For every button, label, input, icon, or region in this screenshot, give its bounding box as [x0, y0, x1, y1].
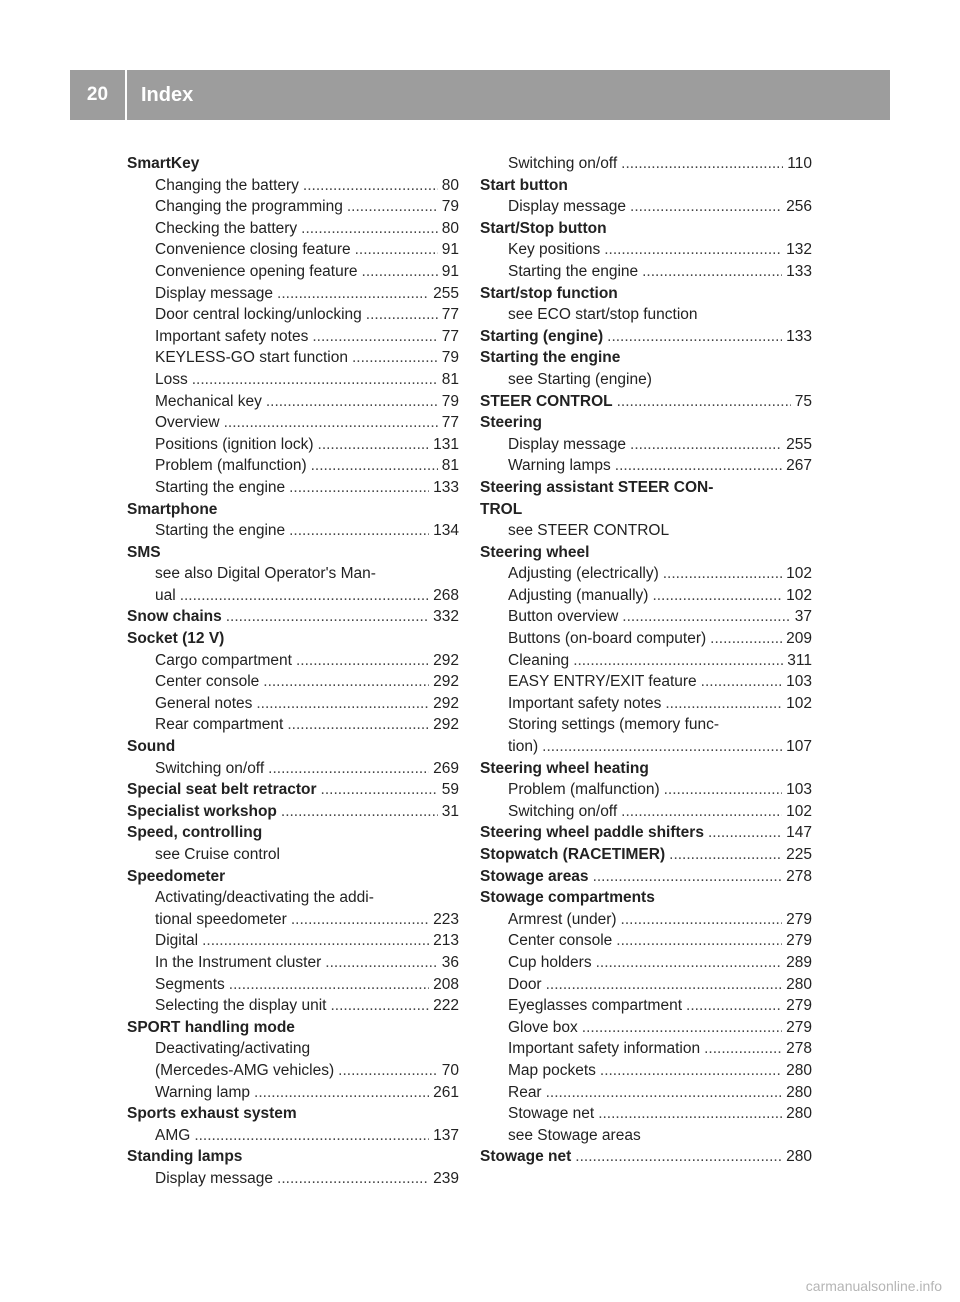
entry-page-number: 91 [441, 262, 459, 280]
dot-leader [362, 261, 438, 283]
index-heading: Steering [480, 414, 543, 432]
entry-page-number: 133 [786, 262, 812, 280]
entry-term: Rear compartment [155, 716, 284, 734]
entry-page-number: 278 [786, 1040, 812, 1058]
dot-leader [277, 283, 429, 305]
dot-leader [617, 391, 791, 413]
entry-page-number: 133 [786, 327, 812, 345]
entry-page-number: 79 [441, 198, 459, 216]
index-subentry [480, 455, 812, 477]
index-subentry [127, 1125, 459, 1147]
index-subentry [480, 693, 812, 715]
entry-term: STEER CONTROL [480, 392, 613, 410]
entry-term: Display message [155, 284, 274, 302]
index-column-right [480, 153, 812, 1168]
entry-page-number: 289 [786, 953, 812, 971]
dot-leader [621, 801, 782, 823]
entry-page-number: 75 [794, 392, 812, 410]
entry-term: Changing the programming [155, 198, 343, 216]
index-subentry [480, 671, 812, 693]
index-heading [480, 844, 812, 866]
dot-leader [616, 930, 782, 952]
entry-term: Overview [155, 414, 220, 432]
index-subentry [480, 995, 812, 1017]
dot-leader [289, 520, 429, 542]
entry-term: Cargo compartment [155, 651, 292, 669]
dot-leader [615, 455, 782, 477]
dot-leader [303, 175, 438, 197]
index-subentry [480, 736, 812, 758]
entry-page-number: 279 [786, 997, 812, 1015]
entry-page-number: 102 [786, 586, 812, 604]
index-heading [127, 606, 459, 628]
entry-term: EASY ENTRY/EXIT feature [508, 673, 697, 691]
entry-term: Mechanical key [155, 392, 262, 410]
dot-leader [192, 369, 438, 391]
index-heading: Speedometer [127, 867, 226, 885]
entry-term: Eyeglasses compartment [508, 997, 683, 1015]
entry-term: Stowage net [480, 1148, 572, 1166]
index-subentry [127, 930, 459, 952]
entry-page-number: 103 [786, 673, 812, 691]
entry-term: KEYLESS-GO start function [155, 349, 348, 367]
entry-page-number: 239 [433, 1169, 459, 1187]
dot-leader [663, 563, 782, 585]
entry-page-number: 102 [786, 802, 812, 820]
dot-leader [281, 801, 438, 823]
dot-leader [598, 1103, 782, 1125]
entry-term: Important safety information [508, 1040, 701, 1058]
entry-term: Warning lamp [155, 1083, 251, 1101]
entry-term: Starting (engine) [480, 327, 604, 345]
dot-leader [704, 1038, 782, 1060]
entry-term: Buttons (on-board computer) [508, 630, 707, 648]
entry-term: Segments [155, 975, 225, 993]
index-subentry [127, 175, 459, 197]
index-subentry [480, 930, 812, 952]
entry-page-number: 77 [441, 306, 459, 324]
entry-page-number: 225 [786, 846, 812, 863]
index-heading [480, 326, 812, 348]
dot-leader [701, 671, 782, 693]
entry-term: Stowage areas [480, 867, 589, 885]
dot-leader [665, 693, 782, 715]
entry-page-number: 280 [786, 1148, 812, 1166]
entry-page-number: 79 [441, 392, 459, 410]
index-subentry [480, 1103, 812, 1125]
index-heading [480, 822, 812, 844]
entry-page-number: 213 [433, 932, 459, 950]
index-subentry [127, 196, 459, 218]
index-subentry [127, 952, 459, 974]
index-subentry [480, 196, 812, 218]
index-heading: Smartphone [127, 500, 218, 518]
dot-leader [325, 952, 437, 974]
index-subentry [127, 434, 459, 456]
dot-leader [347, 196, 438, 218]
entry-term: Adjusting (manually) [508, 586, 649, 604]
index-subentry [127, 261, 459, 283]
dot-leader [289, 477, 429, 499]
index-subentry [127, 693, 459, 715]
dot-leader [542, 736, 782, 758]
dot-leader [291, 909, 429, 931]
index-subentry [127, 455, 459, 477]
index-heading [480, 391, 812, 413]
index-subentry [127, 218, 459, 240]
dot-leader [312, 326, 437, 348]
dot-leader [600, 1060, 782, 1082]
dot-leader [202, 930, 429, 952]
index-heading: Speed, controlling [127, 824, 263, 842]
index-subentry [127, 1168, 459, 1190]
entry-term: Glove box [508, 1018, 578, 1036]
entry-term: Checking the battery [155, 219, 298, 237]
entry-term: Stopwatch (RACETIMER) [480, 846, 666, 863]
dot-leader [604, 239, 782, 261]
watermark: carmanualsonline.info [805, 1278, 942, 1294]
entry-term: Switching on/off [508, 155, 618, 172]
index-heading: SPORT handling mode [127, 1018, 295, 1036]
dot-leader [296, 650, 429, 672]
index-heading: Sports exhaust system [127, 1105, 297, 1123]
entry-page-number: 280 [786, 975, 812, 993]
dot-leader [710, 628, 782, 650]
entry-page-number: 278 [786, 867, 812, 885]
entry-term: Important safety notes [155, 327, 309, 345]
entry-term: Convenience closing feature [155, 241, 351, 259]
entry-page-number: 79 [441, 349, 459, 367]
entry-term: Display message [155, 1169, 274, 1187]
dot-leader [652, 585, 782, 607]
entry-term: tional speedometer [155, 910, 287, 928]
entry-page-number: 209 [786, 630, 812, 648]
index-subentry: see Cruise control [155, 846, 280, 863]
entry-page-number: 279 [786, 932, 812, 950]
entry-term: Steering wheel paddle shifters [480, 824, 704, 842]
index-subentry: see also Digital Operator's Man- [155, 565, 376, 583]
index-subentry [127, 369, 459, 391]
index-heading: SmartKey [127, 155, 200, 172]
entry-page-number: 131 [433, 435, 459, 453]
dot-leader [596, 952, 783, 974]
index-heading: Sound [127, 738, 176, 756]
index-subentry: see Starting (engine) [508, 370, 652, 388]
index-heading: SMS [127, 543, 161, 561]
entry-page-number: 80 [441, 219, 459, 237]
index-subentry [127, 585, 459, 607]
entry-term: Center console [508, 932, 613, 950]
entry-term: tion) [508, 738, 539, 756]
dot-leader [622, 606, 790, 628]
entry-page-number: 103 [786, 781, 812, 799]
index-subentry [480, 650, 812, 672]
entry-term: Map pockets [508, 1061, 596, 1079]
entry-term: Adjusting (electrically) [508, 565, 659, 583]
page-title: Index [141, 83, 194, 106]
index-heading: Standing lamps [127, 1148, 243, 1166]
index-subentry [127, 391, 459, 413]
index-subentry [127, 909, 459, 931]
index-subentry [480, 585, 812, 607]
entry-term: Problem (malfunction) [508, 781, 660, 799]
entry-page-number: 91 [441, 241, 459, 259]
index-subentry: Deactivating/activating [155, 1040, 311, 1058]
entry-term: Door central locking/unlocking [155, 306, 362, 324]
entry-term: Specialist workshop [127, 802, 277, 820]
index-subentry [480, 974, 812, 996]
dot-leader [621, 153, 783, 175]
entry-term: Convenience opening feature [155, 262, 358, 280]
index-subentry [480, 563, 812, 585]
entry-page-number: 77 [441, 327, 459, 345]
index-subentry [480, 1017, 812, 1039]
index-subentry [480, 628, 812, 650]
entry-page-number: 279 [786, 1018, 812, 1036]
entry-term: Armrest (under) [508, 910, 617, 928]
index-heading: Steering assistant STEER CON- [480, 478, 714, 496]
dot-leader [546, 974, 783, 996]
dot-leader [630, 196, 782, 218]
dot-leader [254, 1082, 429, 1104]
entry-page-number: 208 [433, 975, 459, 993]
dot-leader [330, 995, 429, 1017]
dot-leader [593, 866, 783, 888]
index-subentry [127, 412, 459, 434]
entry-term: Cup holders [508, 953, 592, 971]
index-heading [127, 779, 459, 801]
dot-leader [664, 779, 783, 801]
dot-leader [338, 1060, 438, 1082]
entry-term: Display message [508, 435, 627, 453]
index-subentry [480, 1038, 812, 1060]
index-subentry [480, 261, 812, 283]
entry-term: Starting the engine [155, 478, 286, 496]
entry-term: Snow chains [127, 608, 222, 626]
entry-page-number: 311 [787, 651, 812, 669]
entry-term: Rear [508, 1083, 542, 1101]
entry-page-number: 80 [441, 176, 459, 194]
entry-page-number: 268 [433, 586, 459, 604]
dot-leader [194, 1125, 429, 1147]
index-subentry [127, 1060, 459, 1082]
index-heading [127, 801, 459, 823]
index-subentry: see STEER CONTROL [508, 522, 670, 540]
entry-page-number: 292 [433, 673, 459, 691]
entry-term: Center console [155, 673, 260, 691]
index-subentry [127, 326, 459, 348]
entry-page-number: 332 [433, 608, 459, 626]
dot-leader [277, 1168, 429, 1190]
entry-page-number: 147 [786, 824, 812, 842]
entry-term: Button overview [508, 608, 619, 626]
dot-leader [256, 693, 429, 715]
index-heading [480, 1146, 812, 1168]
dot-leader [287, 714, 429, 736]
entry-page-number: 31 [441, 802, 459, 820]
entry-term: Stowage net [508, 1105, 595, 1123]
entry-term: Positions (ignition lock) [155, 435, 314, 453]
index-subentry [127, 714, 459, 736]
entry-page-number: 107 [786, 738, 812, 756]
entry-page-number: 110 [787, 155, 812, 172]
entry-term: Cleaning [508, 651, 570, 669]
entry-page-number: 81 [441, 457, 459, 475]
dot-leader [582, 1017, 782, 1039]
page-header [70, 70, 890, 120]
entry-page-number: 102 [786, 565, 812, 583]
entry-page-number: 37 [794, 608, 812, 626]
dot-leader [546, 1082, 783, 1104]
index-subentry [480, 779, 812, 801]
entry-page-number: 77 [441, 414, 459, 432]
entry-page-number: 255 [786, 435, 812, 453]
dot-leader [355, 239, 438, 261]
index-subentry [127, 974, 459, 996]
entry-page-number: 255 [433, 284, 459, 302]
index-subentry [127, 650, 459, 672]
entry-term: Warning lamps [508, 457, 611, 475]
entry-page-number: 280 [786, 1061, 812, 1079]
index-heading: Start/stop function [480, 284, 618, 302]
entry-term: Starting the engine [508, 262, 639, 280]
index-subentry [127, 347, 459, 369]
entry-page-number: 59 [441, 781, 459, 799]
dot-leader [229, 974, 429, 996]
entry-page-number: 256 [786, 198, 812, 216]
index-heading: Stowage compartments [480, 889, 655, 907]
dot-leader [575, 1146, 782, 1168]
dot-leader [686, 995, 782, 1017]
entry-term: Starting the engine [155, 522, 286, 540]
entry-term: Loss [155, 370, 188, 388]
dot-leader [708, 822, 782, 844]
entry-page-number: 70 [441, 1061, 459, 1079]
entry-page-number: 280 [786, 1105, 812, 1123]
entry-page-number: 133 [433, 478, 459, 496]
dot-leader [263, 671, 429, 693]
index-subentry [480, 153, 812, 175]
dot-leader [268, 758, 429, 780]
entry-page-number: 223 [433, 910, 459, 928]
index-subentry [480, 434, 812, 456]
entry-page-number: 261 [433, 1083, 459, 1101]
dot-leader [366, 304, 438, 326]
entry-term: Door [508, 975, 542, 993]
entry-page-number: 81 [441, 370, 459, 388]
entry-term: Changing the battery [155, 176, 299, 194]
entry-page-number: 292 [433, 651, 459, 669]
entry-term: ual [155, 586, 176, 604]
index-subentry [127, 671, 459, 693]
index-subentry [127, 520, 459, 542]
dot-leader [352, 347, 438, 369]
entry-term: Switching on/off [508, 802, 618, 820]
entry-page-number: 292 [433, 716, 459, 734]
entry-page-number: 269 [433, 759, 459, 777]
dot-leader [573, 650, 783, 672]
index-subentry [480, 1082, 812, 1104]
index-column-left [127, 153, 459, 1190]
entry-page-number: 279 [786, 910, 812, 928]
entry-page-number: 134 [433, 522, 459, 540]
entry-term: Important safety notes [508, 694, 662, 712]
dot-leader [180, 585, 429, 607]
index-subentry: Storing settings (memory func- [508, 716, 720, 734]
index-subentry [127, 758, 459, 780]
entry-term: Selecting the display unit [155, 997, 327, 1015]
entry-term: (Mercedes-AMG vehicles) [155, 1061, 335, 1079]
entry-page-number: 267 [786, 457, 812, 475]
index-subentry [127, 477, 459, 499]
entry-term: Display message [508, 198, 627, 216]
index-heading [480, 866, 812, 888]
index-subentry [480, 952, 812, 974]
index-subentry [127, 304, 459, 326]
entry-page-number: 132 [786, 241, 812, 259]
index-heading: Start button [480, 176, 568, 194]
dot-leader [621, 909, 783, 931]
entry-page-number: 280 [786, 1083, 812, 1101]
entry-term: General notes [155, 694, 253, 712]
dot-leader [224, 412, 438, 434]
dot-leader [226, 606, 429, 628]
index-heading: Socket (12 V) [127, 630, 225, 648]
index-heading: TROL [480, 500, 523, 518]
dot-leader [311, 455, 438, 477]
dot-leader [301, 218, 438, 240]
index-subentry [480, 606, 812, 628]
entry-term: AMG [155, 1126, 191, 1144]
index-subentry [480, 239, 812, 261]
index-heading: Steering wheel heating [480, 759, 649, 777]
dot-leader [607, 326, 782, 348]
index-subentry [480, 909, 812, 931]
dot-leader [318, 434, 430, 456]
index-subentry [480, 1060, 812, 1082]
entry-page-number: 137 [433, 1126, 459, 1144]
index-subentry [127, 239, 459, 261]
entry-page-number: 292 [433, 694, 459, 712]
index-subentry [127, 283, 459, 305]
page-number: 20 [70, 70, 127, 120]
index-subentry: see Stowage areas [508, 1126, 641, 1144]
entry-term: In the Instrument cluster [155, 953, 322, 971]
dot-leader [266, 391, 438, 413]
dot-leader [642, 261, 782, 283]
index-subentry: see ECO start/stop function [508, 306, 698, 324]
entry-page-number: 102 [786, 694, 812, 712]
index-subentry: Activating/deactivating the addi- [155, 889, 374, 907]
index-subentry [480, 801, 812, 823]
entry-page-number: 222 [433, 997, 459, 1015]
dot-leader [630, 434, 782, 456]
entry-page-number: 36 [441, 953, 459, 971]
index-subentry [127, 995, 459, 1017]
index-heading: Starting the engine [480, 349, 621, 367]
dot-leader [669, 844, 782, 866]
entry-term: Problem (malfunction) [155, 457, 307, 475]
dot-leader [321, 779, 438, 801]
index-heading: Steering wheel [480, 543, 590, 561]
index-subentry [127, 1082, 459, 1104]
entry-term: Switching on/off [155, 759, 265, 777]
entry-term: Key positions [508, 241, 601, 259]
entry-term: Special seat belt retractor [127, 781, 317, 799]
entry-term: Digital [155, 932, 199, 950]
index-heading: Start/Stop button [480, 219, 607, 237]
